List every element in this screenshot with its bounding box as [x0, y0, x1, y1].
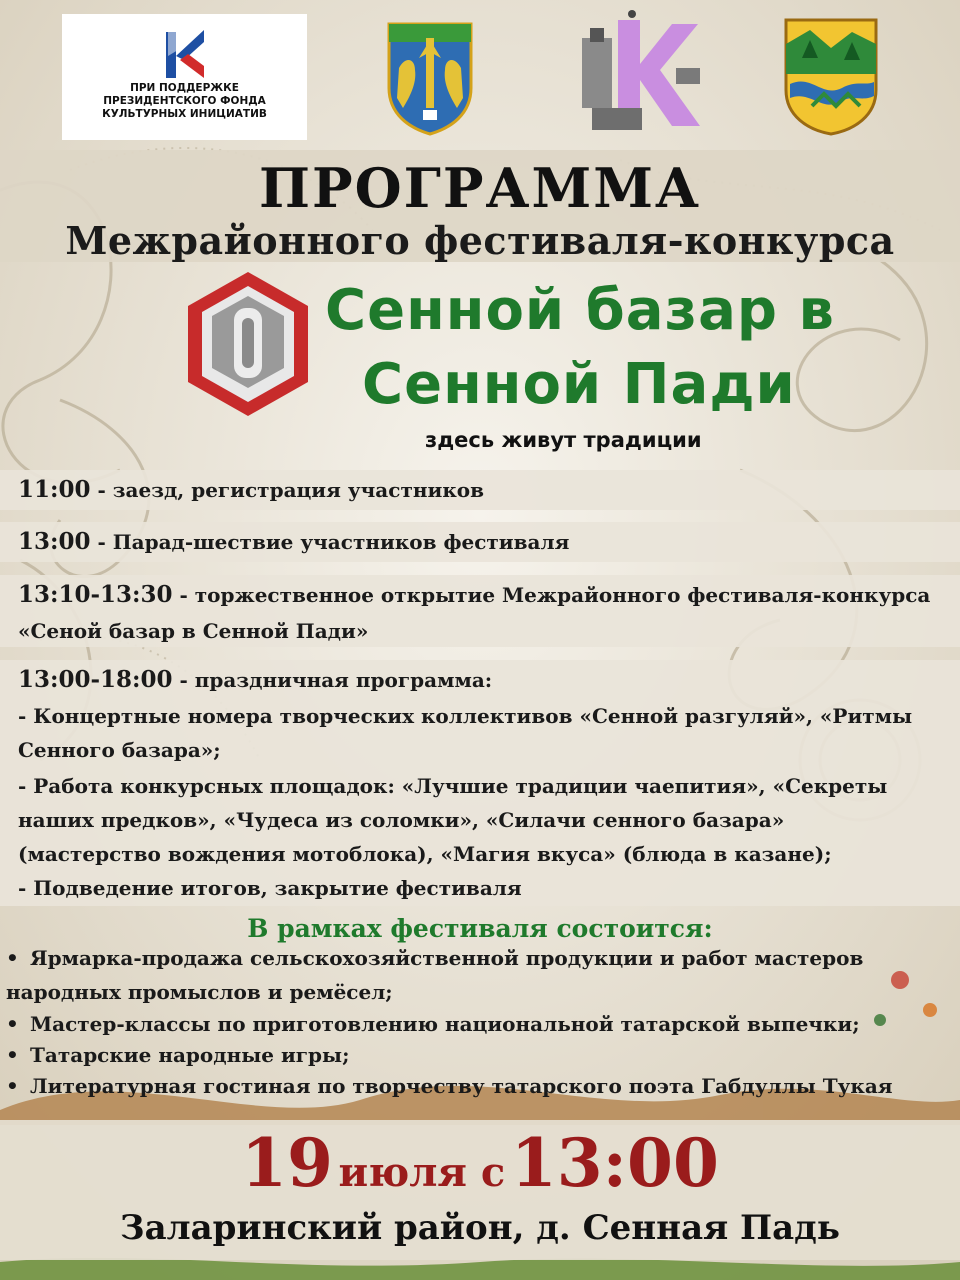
extras-item	[6, 1012, 860, 1036]
extras-item-continuation: народных промыслов и ремёсел;	[6, 980, 393, 1004]
schedule-text: - Парад-шествие участников фестиваля	[90, 530, 570, 554]
schedule-detail-line: наших предков», «Чудеса из соломки», «Силачи сенного базара»	[18, 808, 785, 832]
title-band	[0, 150, 960, 262]
bullet-icon: •	[6, 1074, 19, 1098]
schedule-row	[0, 660, 960, 906]
extras-item	[6, 1074, 893, 1098]
extras-item-text: Мастер-классы по приготовлению национальной татарской выпечки;	[30, 1012, 860, 1036]
bullet-icon: •	[6, 1012, 19, 1036]
bullet-icon: •	[6, 946, 19, 970]
schedule-text: «Сеной базар в Сенной Пади»	[18, 619, 369, 643]
schedule-time: 13:00	[18, 528, 91, 555]
extras-item	[6, 946, 863, 970]
festival-name-line1: Сенной базар в	[325, 278, 835, 343]
logos-row	[0, 0, 960, 150]
event-day: 19	[241, 1124, 333, 1202]
page-title: ПРОГРАММА	[258, 156, 702, 220]
schedule-detail-line: - Работа конкурсных площадок: «Лучшие традиции чаепития», «Секреты	[18, 774, 888, 798]
event-location: Заларинский район, д. Сенная Падь	[120, 1208, 840, 1248]
schedule-detail-line: (мастерство вождения мотоблока), «Магия вкуса» (блюда в казане);	[18, 842, 832, 866]
forest-river-coat-icon	[782, 14, 880, 136]
festival-emblem-icon	[182, 268, 314, 420]
pfki-k-icon	[160, 26, 210, 82]
schedule-row	[0, 575, 960, 647]
extras-heading: В рамках фестиваля состоится:	[247, 914, 713, 943]
pfki-caption-line: ПРИ ПОДДЕРЖКЕ	[130, 82, 239, 94]
schedule-text: - заезд, регистрация участников	[90, 478, 484, 502]
page-subtitle: Межрайонного фестиваля-конкурса	[65, 218, 895, 263]
festival-tagline: здесь живут традиции	[425, 428, 702, 452]
culture-k-icon	[572, 8, 712, 138]
schedule-detail-line: - Подведение итогов, закрытие фестиваля	[18, 876, 522, 900]
pfki-logo	[62, 14, 307, 140]
schedule-time: 13:10-13:30	[18, 581, 173, 608]
extras-item-text: Татарские народные игры;	[30, 1043, 350, 1067]
pfki-caption-line: ПРЕЗИДЕНТСКОГО ФОНДА	[103, 95, 266, 107]
event-date	[0, 1124, 960, 1202]
schedule-detail-line: - Концертные номера творческих коллективов «Сенной разгуляй», «Ритмы	[18, 704, 913, 728]
festival-name-line2: Сенной Пади	[362, 352, 796, 417]
extras-item-text: Ярмарка-продажа сельскохозяйственной продукции и работ мастеров	[30, 946, 864, 970]
zalari-coat-icon	[385, 18, 475, 136]
extras-item	[6, 1043, 349, 1067]
event-time: 13:00	[510, 1124, 719, 1202]
pfki-caption-line: КУЛЬТУРНЫХ ИНИЦИАТИВ	[102, 108, 267, 120]
schedule-text: - торжественное открытие Межрайонного фестиваля-конкурса	[172, 583, 931, 607]
schedule-time: 13:00-18:00	[18, 666, 173, 693]
extras-item-text: Литературная гостиная по творчеству татарского поэта Габдуллы Тукая	[30, 1074, 893, 1098]
schedule-row	[0, 470, 960, 510]
schedule-row	[0, 522, 960, 562]
schedule-time: 11:00	[18, 476, 91, 503]
bullet-icon: •	[6, 1043, 19, 1067]
event-month: июля с	[338, 1149, 506, 1196]
date-band	[0, 1120, 960, 1260]
schedule-text: - праздничная программа:	[172, 668, 493, 692]
schedule-detail-line: Сенного базара»;	[18, 738, 221, 762]
